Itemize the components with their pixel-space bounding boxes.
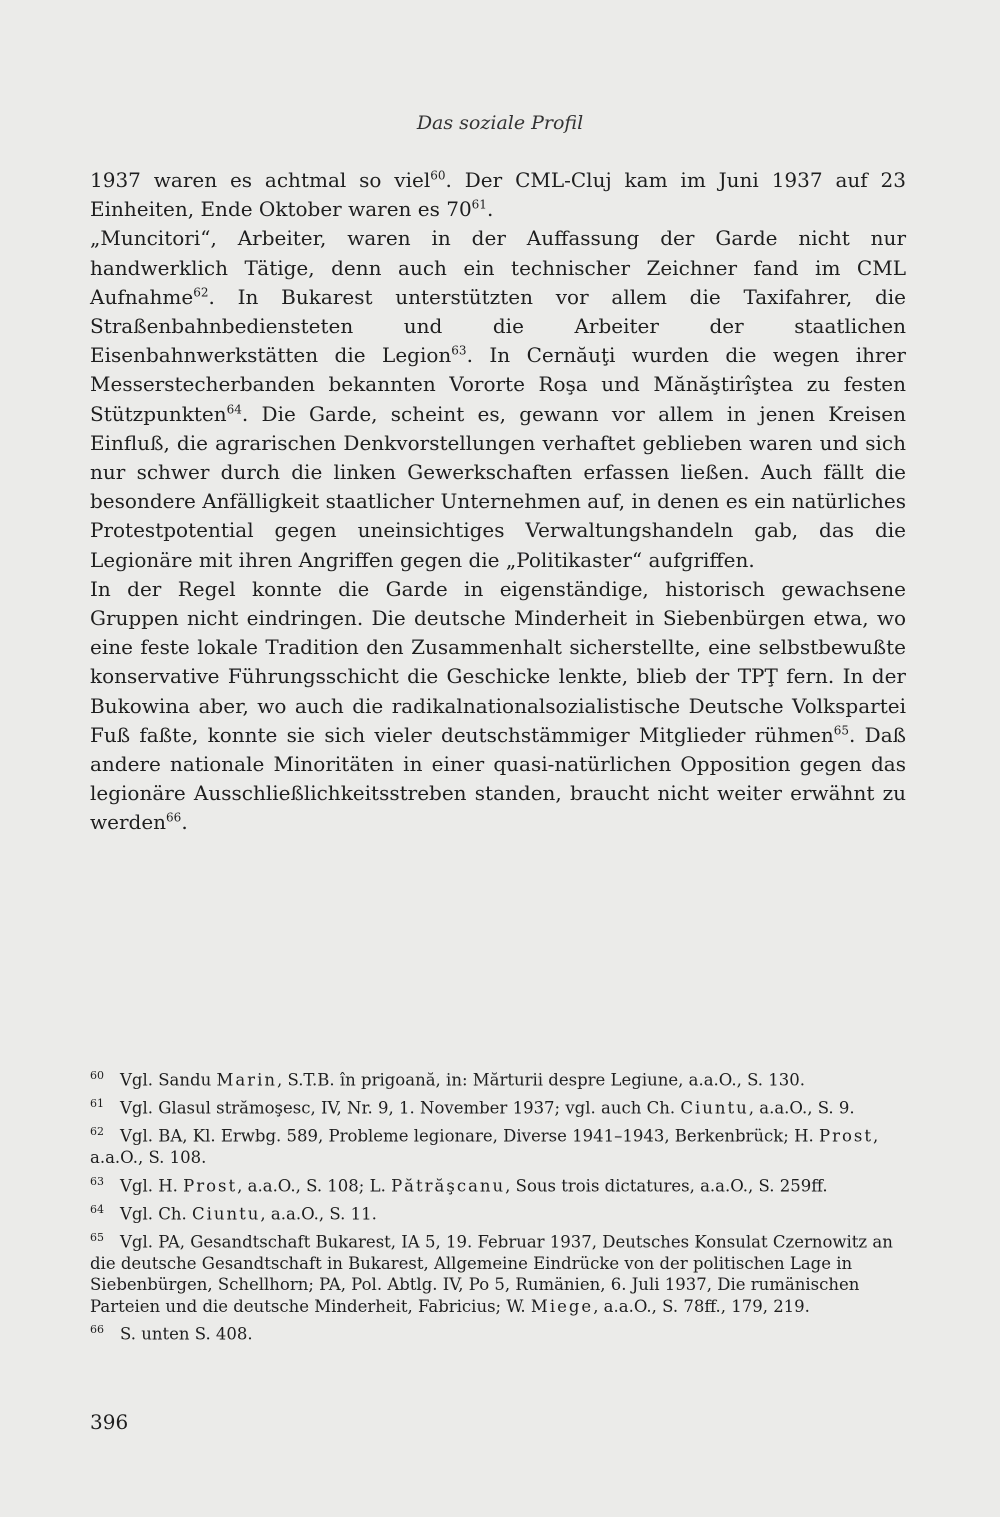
author-name: Marin [216,1070,277,1090]
footnote-ref: 63 [451,343,467,358]
text-run: Vgl. Sandu [120,1070,217,1090]
text-run: . Daß andere nationale Minoritäten in einer quasi-natürlichen Opposition gegen das legionäre Ausschließlichkeitsstreben standen, braucht nicht weiter erwähnt zu werden [90,722,906,835]
text-run: , a.a.O., S. 11. [260,1204,377,1223]
text-run: Vgl. Glasul strămoşesc, IV, Nr. 9, 1. November 1937; vgl. auch Ch. [120,1098,681,1118]
author-name: Prost [183,1176,238,1195]
paragraph [90,166,906,224]
main-text [90,166,906,838]
text-run: . Die Garde, scheint es, gewann vor allem in jenen Kreisen Einfluß, die agrarischen Denkvorstellungen verhaftet geblieben waren und sich nur schwer durch die linken Gewerkschaften erfassen ließen. Auch fällt die besondere Anfälligkeit staatlicher Unternehmen auf, in denen es ein natürliches Protestpotential gegen uneinsichtiges Verwaltungshandeln gab, das die Legionäre mit ihren Angriffen gegen die „Politikaster“ aufgriffen. [90,401,906,572]
footnote [90,1227,906,1318]
footnote-ref: 60 [430,168,446,183]
footnote-ref: 66 [166,810,182,825]
text-run: . Der CML-Cluj kam im Juni 1937 auf 23 Einheiten, Ende Oktober waren es 70 [90,168,906,222]
footnote-number: 65 [90,1230,104,1244]
footnote-number: 61 [90,1097,104,1110]
running-header: Das soziale Profil [416,112,584,134]
author-name: Miege [530,1296,594,1316]
footnotes [90,1065,906,1347]
page-number: 396 [90,1410,129,1434]
author-name: Prost [818,1126,874,1146]
text-run: . In Cernăuţi wurden die wegen ihrer Messerstecherbanden bekannten Vororte Roşa und Mănăştirîştea zu festen Stützpunkten [90,343,906,426]
text-run: , Sous trois dictatures, a.a.O., S. 259ff. [505,1176,828,1195]
footnote-ref: 61 [471,197,487,212]
text-run: Vgl. H. [120,1176,184,1195]
text-run: Vgl. PA, Gesandtschaft Bukarest, IA 5, 19. Februar 1937, Deutsches Konsulat Czernowitz an die deutsche Gesandtschaft in Bukarest, Allgemeine Eindrücke von der politischen Lage in Siebenbürgen, Schellhorn; PA, Pol. Abtlg. IV, Po 5, Rumänien, 6. Juli 1937, Die rumänischen Parteien und die deutsche Minderheit, Fabricius; W. [90,1232,893,1316]
footnote-number: 64 [90,1202,104,1216]
footnote-number: 60 [90,1069,104,1082]
text-run: . [486,197,494,222]
footnote-number: 63 [90,1174,104,1188]
text-run: , a.a.O., S. 78ff., 179, 219. [593,1296,810,1316]
text-run: , a.a.O., S. 108; L. [237,1176,392,1195]
footnote [90,1319,906,1345]
footnote [90,1171,906,1197]
footnote [90,1065,906,1091]
footnote [90,1199,906,1225]
text-run: 1937 waren es achtmal so viel [90,168,431,192]
footnote-ref: 65 [833,723,850,738]
text-run: Vgl. Ch. [120,1204,192,1223]
footnote-number: 66 [90,1323,104,1336]
footnote [90,1093,906,1119]
text-run: Vgl. BA, Kl. Erwbg. 589, Probleme legionare, Diverse 1941–1943, Berkenbrück; H. [120,1126,819,1146]
text-run: , a.a.O., S. 9. [748,1098,855,1118]
footnote-ref: 64 [226,401,242,416]
author-name: Pătrăşcanu [391,1176,506,1195]
text-run: , a.a.O., S. 108. [90,1126,879,1167]
author-name: Ciuntu [680,1098,749,1118]
author-name: Ciuntu [192,1204,261,1223]
text-run: . In Bukarest unterstützten vor allem die Taxifahrer, die Straßenbahnbediensteten und die Arbeiter der staatlichen Eisenbahnwerkstätten die Legion [90,284,906,368]
footnote-ref: 62 [193,285,209,300]
footnote-number: 62 [90,1125,104,1138]
text-run: . [181,810,188,835]
paragraph [90,224,906,574]
paragraph [90,575,906,838]
text-run: S. unten S. 408. [120,1324,253,1344]
text-run: „Muncitori“, Arbeiter, waren in der Auffassung der Garde nicht nur handwerklich Tätige, denn auch ein technischer Zeichner fand im CML Aufnahme [90,226,906,309]
text-run: In der Regel konnte die Garde in eigenständige, historisch gewachsene Gruppen nicht eindringen. Die deutsche Minderheit in Siebenbürgen etwa, wo eine feste lokale Tradition den Zusammenhalt sicherstellte, eine selbstbewußte konservative Führungsschicht die Geschicke lenkte, blieb der TPŢ fern. In der Bukowina aber, wo auch die radikalnationalsozialistische Deutsche Volkspartei Fuß faßte, konnte sie sich vieler deutschstämmiger Mitglieder rühmen [90,576,906,747]
footnote [90,1121,906,1169]
text-run: , S.T.B. în prigoană, in: Mărturii despre Legiune, a.a.O., S. 130. [276,1070,806,1090]
